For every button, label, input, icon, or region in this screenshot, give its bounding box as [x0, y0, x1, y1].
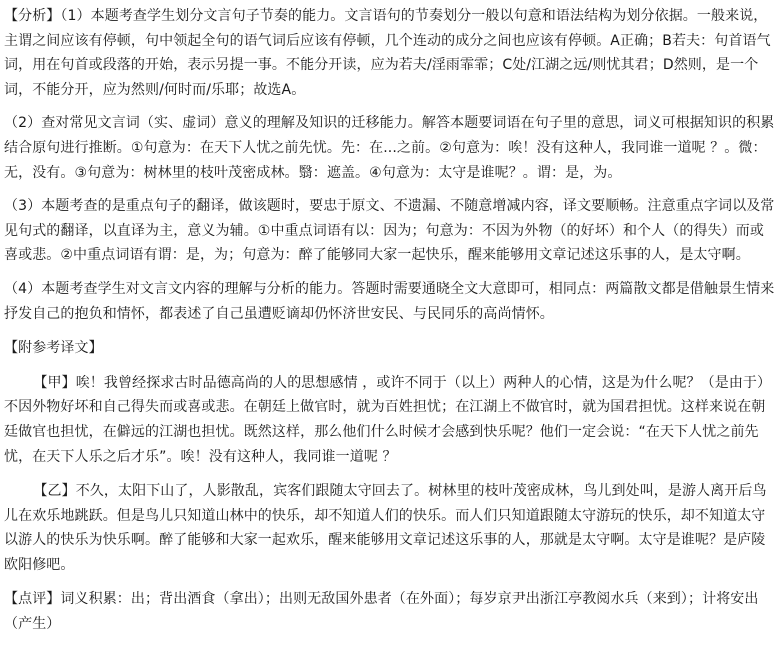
- analysis-tag: 【分析】: [4, 8, 61, 24]
- analysis-point-3: （3）本题考查的是重点句子的翻译，做该题时，要忠于原文、不遗漏、不随意增减内容，译文要顺畅。注意重点字词以及常见句式的翻译，以直译为主，意义为辅。①中重点词语有以：因为；句意为：不因为外物（的好坏）和个人（的得失）而或喜或悲。②中重点词语有谓：是，为；句意为：醉了能够同大家一起快乐，醒来能够用文章记述这乐事的人，是太守啊。: [4, 198, 775, 264]
- analysis-point-4: （4）本题考查学生对文言文内容的理解与分析的能力。答题时需要通晓全文大意即可，相同点：两篇散文都是借触景生情来抒发自己的抱负和情怀，都表述了自己虽遭贬谪却仍怀济世安民、与民同乐的高尚情怀。: [4, 280, 775, 322]
- translation-jia: 【甲】唉！我曾经探求古时品德高尚的人的思想感情 ，或许不同于（以上）两种人的心情，这是为什么呢？（是由于）不因外物好坏和自己得失而或喜或悲。在朝廷上做官时，就为百姓担忧；在江湖上不做官时，就为国君担忧。这样来说在朝廷做官也担忧，在僻远的江湖也担忧。既然这样，那么他们什么时候才会感到快乐呢？他们一定会说：“在天下人忧之前先忧，在天下人乐之后才乐”。唉！没有这种人，我同谁一道呢 ？: [4, 374, 772, 465]
- comment-text: 词义积累：出；背出酒食（拿出）；出则无敌国外患者（在外面）；每岁京尹出浙江亭教阅水兵（来到）；计将安出（产生）: [4, 591, 759, 633]
- comment-tag: 【点评】: [4, 591, 61, 608]
- translation-yi: 【乙】不久，太阳下山了，人影散乱，宾客们跟随太守回去了。树林里的枝叶茂密成林，鸟儿到处叫，是游人离开后鸟儿在欢乐地跳跃。但是鸟儿只知道山林中的快乐，却不知道人们的快乐。而人们只知道跟随太守游玩的快乐，却不知道太守以游人的快乐为快乐啊。醉了能够和大家一起欢乐，醒来能够用文章记述这乐事的人，那就是太守啊。太守是谁呢？是庐陵欧阳修吧。: [4, 483, 767, 573]
- comment-paragraph: [4, 587, 778, 636]
- analysis-point-2: （2）查对常见文言词（实、虚词）意义的理解及知识的迁移能力。解答本题要词语在句子里的意思，词义可根据知识的积累结合原句进行推断。①句意为：在天下人忧之前先忧。先：在...之前。②句意为：唉！没有这种人，我同谁一道呢 ？。微：无，没有。③句意为：树林里的枝叶茂密成林。翳：遮盖。④句意为：太守是谁呢？。谓：是，为。: [4, 115, 775, 181]
- translation-heading: 【附参考译文】: [4, 340, 103, 357]
- analysis-point-1: [4, 4, 778, 102]
- analysis-point-1-text: （1）本题考查学生划分文言句子节奏的能力。文言语句的节奏划分一般以句意和语法结构为划分依据。一般来说，主谓之间应该有停顿，句中领起全句的语气词后应该有停顿，几个连动的成分之间也应该有停顿。A正确；B若夫：句首语气词，用在句首或段落的开始，表示另提一事。不能分开读，应为若夫/淫雨霏霏；C处/江湖之远/则忧其君；D然则，是一个词，不能分开，应为然则/何时而/乐耶；故选A。: [4, 8, 771, 98]
